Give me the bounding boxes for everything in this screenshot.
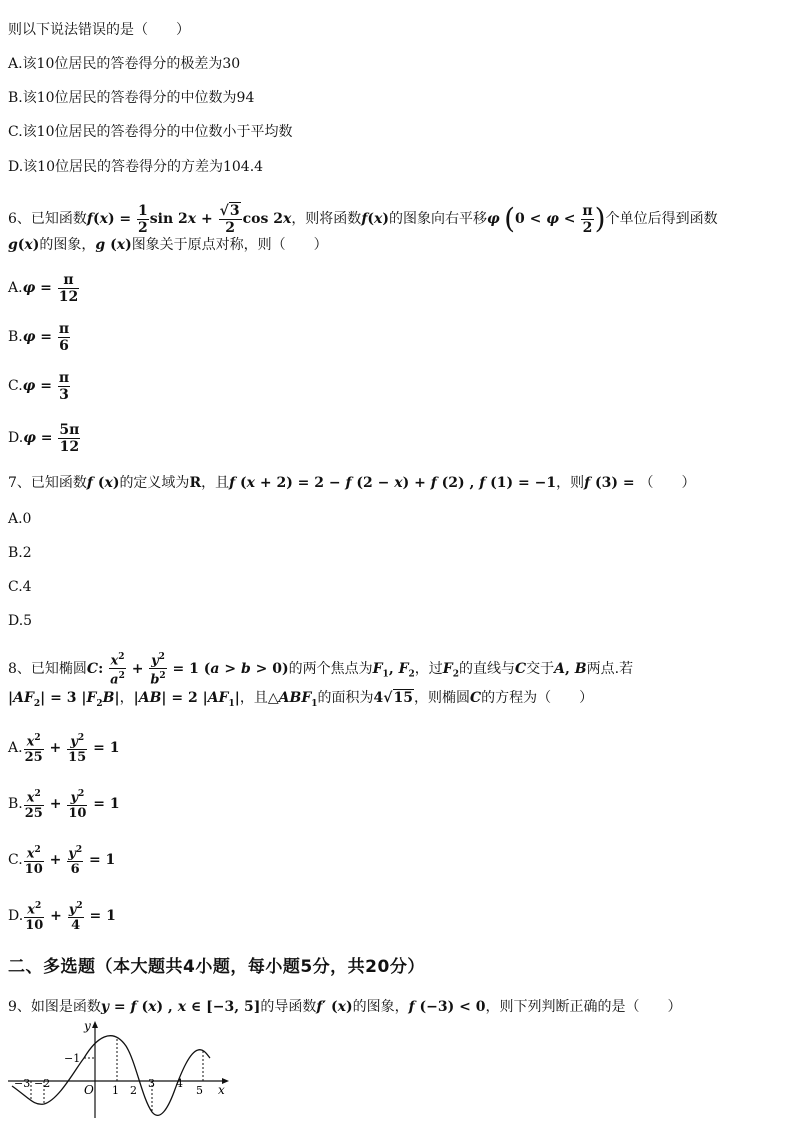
q6-option-c: C.φ = $\frac{\pi}{3}$: [8, 369, 70, 403]
q6-stem-line2: g(x)的图象，g (x)图象关于原点对称，则（ ）: [8, 237, 328, 253]
y-axis-label: y: [84, 1019, 91, 1033]
tick-2: 2: [130, 1084, 137, 1097]
q7-option-d: D.5: [8, 613, 33, 629]
q8-stem-line1: 8、已知椭圆C: $\frac{x^2}{a^2}$ + $\frac{y^2}{b^2}$ = 1 (a > b > 0)的两个焦点为$F_1$, $F_2$，过$F_2$的直线与C交于A, B两点.若: [8, 652, 634, 688]
q6-stem-line1: 6、已知函数f(x) = $\frac{1}{2}$ sin 2x + $\frac{√3}{2}$ cos 2x，则将函数f(x)的图象向右平移φ (0 < φ < $\frac{\pi}{2}$ )个单位后得到函数: [8, 202, 718, 236]
tick-1: 1: [112, 1084, 119, 1097]
q7-option-a: A.0: [8, 511, 32, 527]
tick-3: 3: [148, 1077, 155, 1090]
tick-y-minus1: −1: [64, 1052, 81, 1065]
q8-option-a: A. $\frac{x^2}{25}$ + $\frac{y^2}{15}$ = 1: [8, 732, 120, 766]
q5-option-b: B.该10位居民的答卷得分的中位数为94: [8, 90, 255, 106]
q6-option-a: A.φ = $\frac{\pi}{12}$: [8, 271, 79, 305]
q8-option-c: C. $\frac{x^2}{10}$ + $\frac{y^2}{6}$ = 1: [8, 844, 116, 878]
x-axis-label: x: [218, 1083, 225, 1097]
q9-stem: 9、如图是函数y = f (x) , x ∈ [−3, 5]的导函数f′ (x)的图象，f (−3) < 0，则下列判断正确的是（ ）: [8, 999, 682, 1015]
q7-option-b: B.2: [8, 545, 32, 561]
q6-text-b: 的图象向右平移: [388, 211, 487, 227]
q6-text-a: ，则将函数: [291, 211, 362, 227]
tick-minus2: −2: [34, 1077, 51, 1090]
derivative-graph: [4, 1018, 234, 1122]
q5-option-a: A.该10位居民的答卷得分的极差为30: [8, 56, 241, 72]
q6-line2-b: 图象关于原点对称，则（ ）: [131, 237, 328, 253]
q6-prefix: 6、已知函数: [8, 211, 87, 227]
tick-4: 4: [176, 1077, 183, 1090]
q5-stem: 则以下说法错误的是（ ）: [8, 22, 190, 38]
origin-label: O: [84, 1083, 94, 1097]
tick-minus3: −3: [14, 1077, 31, 1090]
q6-option-d: D.φ = $\frac{5\pi}{12}$: [8, 421, 80, 455]
q8-stem-line2: $|AF_2| = 3$ $|F_2B|$，|AB| = 2 $|AF_1|$，且$\triangle ABF_1$的面积为4√15，则椭圆C的方程为（ ）: [8, 690, 594, 709]
q6-line2-a: 的图象，: [39, 237, 96, 253]
tick-5: 5: [196, 1084, 203, 1097]
derivative-curve: [12, 1036, 210, 1116]
q8-option-d: D. $\frac{x^2}{10}$ + $\frac{y^2}{4}$ = 1: [8, 900, 116, 934]
q6-text-c: 个单位后得到函数: [605, 211, 718, 227]
q7-option-c: C.4: [8, 579, 32, 595]
q6-option-b: B.φ = $\frac{\pi}{6}$: [8, 320, 70, 354]
q7-stem: 7、已知函数f (x)的定义域为R，且f (x + 2) = 2 − f (2 − x) + f (2) , f (1) = −1，则f (3) = （ ）: [8, 475, 696, 491]
section-title: 二、多选题（本大题共4小题，每小题5分，共20分）: [8, 957, 425, 977]
q5-option-c: C.该10位居民的答卷得分的中位数小于平均数: [8, 124, 293, 140]
q5-option-d: D.该10位居民的答卷得分的方差为104.4: [8, 159, 264, 175]
y-axis-arrow: [92, 1021, 98, 1028]
q8-option-b: B. $\frac{x^2}{25}$ + $\frac{y^2}{10}$ = 1: [8, 788, 120, 822]
